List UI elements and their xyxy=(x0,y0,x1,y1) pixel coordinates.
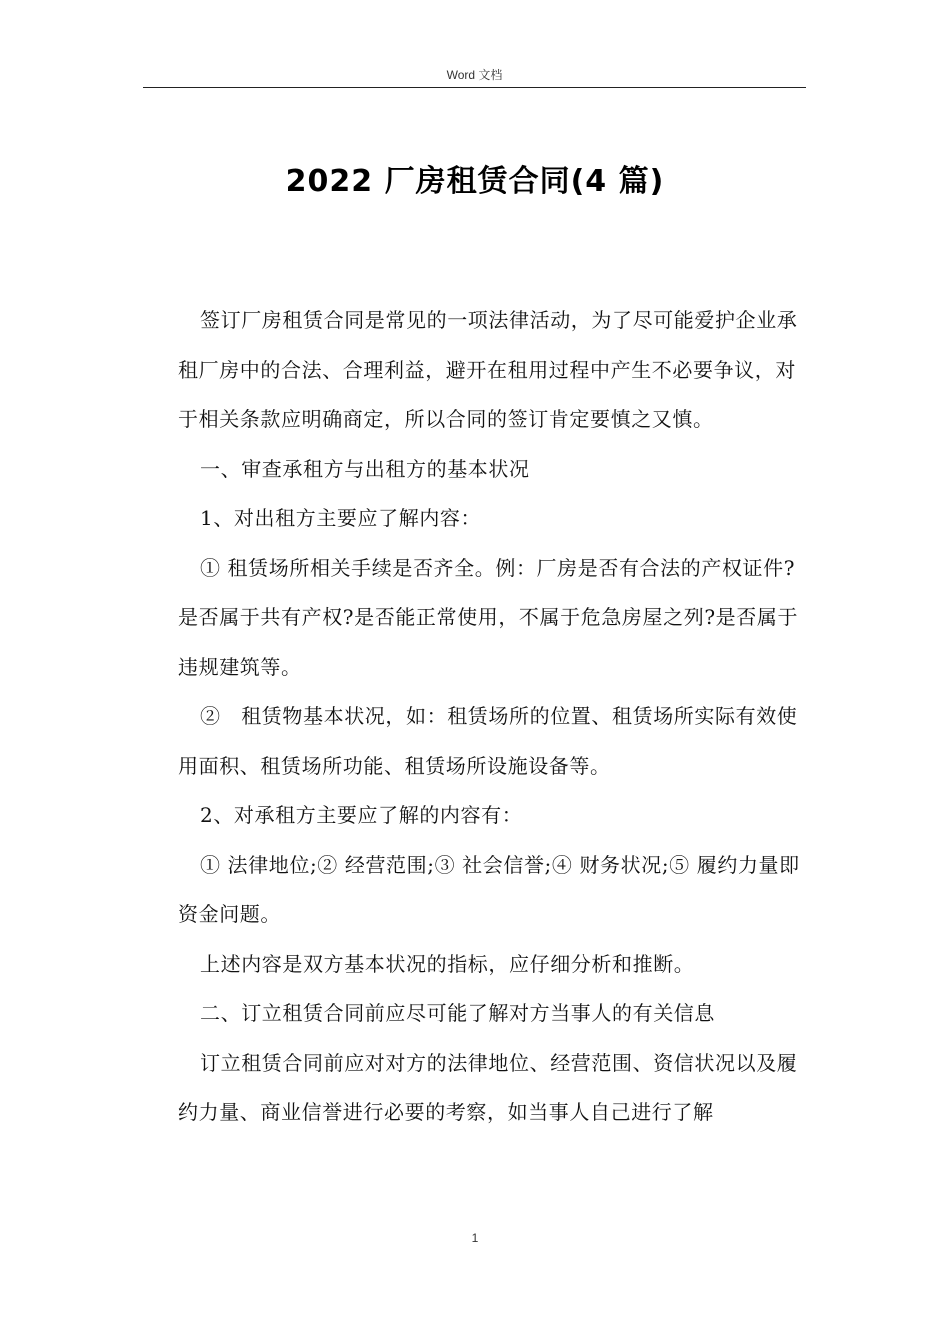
page-number: 1 xyxy=(471,1231,479,1245)
paragraph-section-2: 订立租赁合同前应对对方的法律地位、经营范围、资信状况以及履约力量、商业信誉进行必要的考察，如当事人自己进行了解 xyxy=(178,1050,798,1124)
document-body xyxy=(178,296,808,1138)
document-title: 2022 厂房租赁合同(4 篇) xyxy=(285,164,665,199)
list-item-lessee: ① 法律地位;② 经营范围;③ 社会信誉;④ 财务状况;⑤ 履约力量即资金问题。 xyxy=(178,852,800,926)
section-heading-2: 二、订立租赁合同前应尽可能了解对方当事人的有关信息 xyxy=(200,1001,715,1025)
list-item-lessor-2: ② 租赁物基本状况，如：租赁场所的位置、租赁场所实际有效使用面积、租赁场所功能、租赁场所设施设备等。 xyxy=(178,704,798,778)
list-item-lessor-1: ① 租赁场所相关手续是否齐全。例：厂房是否有合法的产权证件?是否属于共有产权?是否能正常使用，不属于危急房屋之列?是否属于违规建筑等。 xyxy=(178,555,799,679)
subsection-heading-1: 1、对出租方主要应了解内容： xyxy=(200,506,482,530)
subsection-heading-2: 2、对承租方主要应了解的内容有： xyxy=(200,803,523,827)
page-header: Word 文档 xyxy=(446,68,503,82)
section-heading-1: 一、审查承租方与出租方的基本状况 xyxy=(200,456,530,481)
paragraph-summary: 上述内容是双方基本状况的指标，应仔细分析和推断。 xyxy=(200,951,695,976)
paragraph-intro: 签订厂房租赁合同是常见的一项法律活动，为了尽可能爱护企业承租厂房中的合法、合理利益，避开在租用过程中产生不必要争议，对于相关条款应明确商定，所以合同的签订肯定要慎之又慎。 xyxy=(178,308,798,431)
header-divider xyxy=(143,87,806,88)
